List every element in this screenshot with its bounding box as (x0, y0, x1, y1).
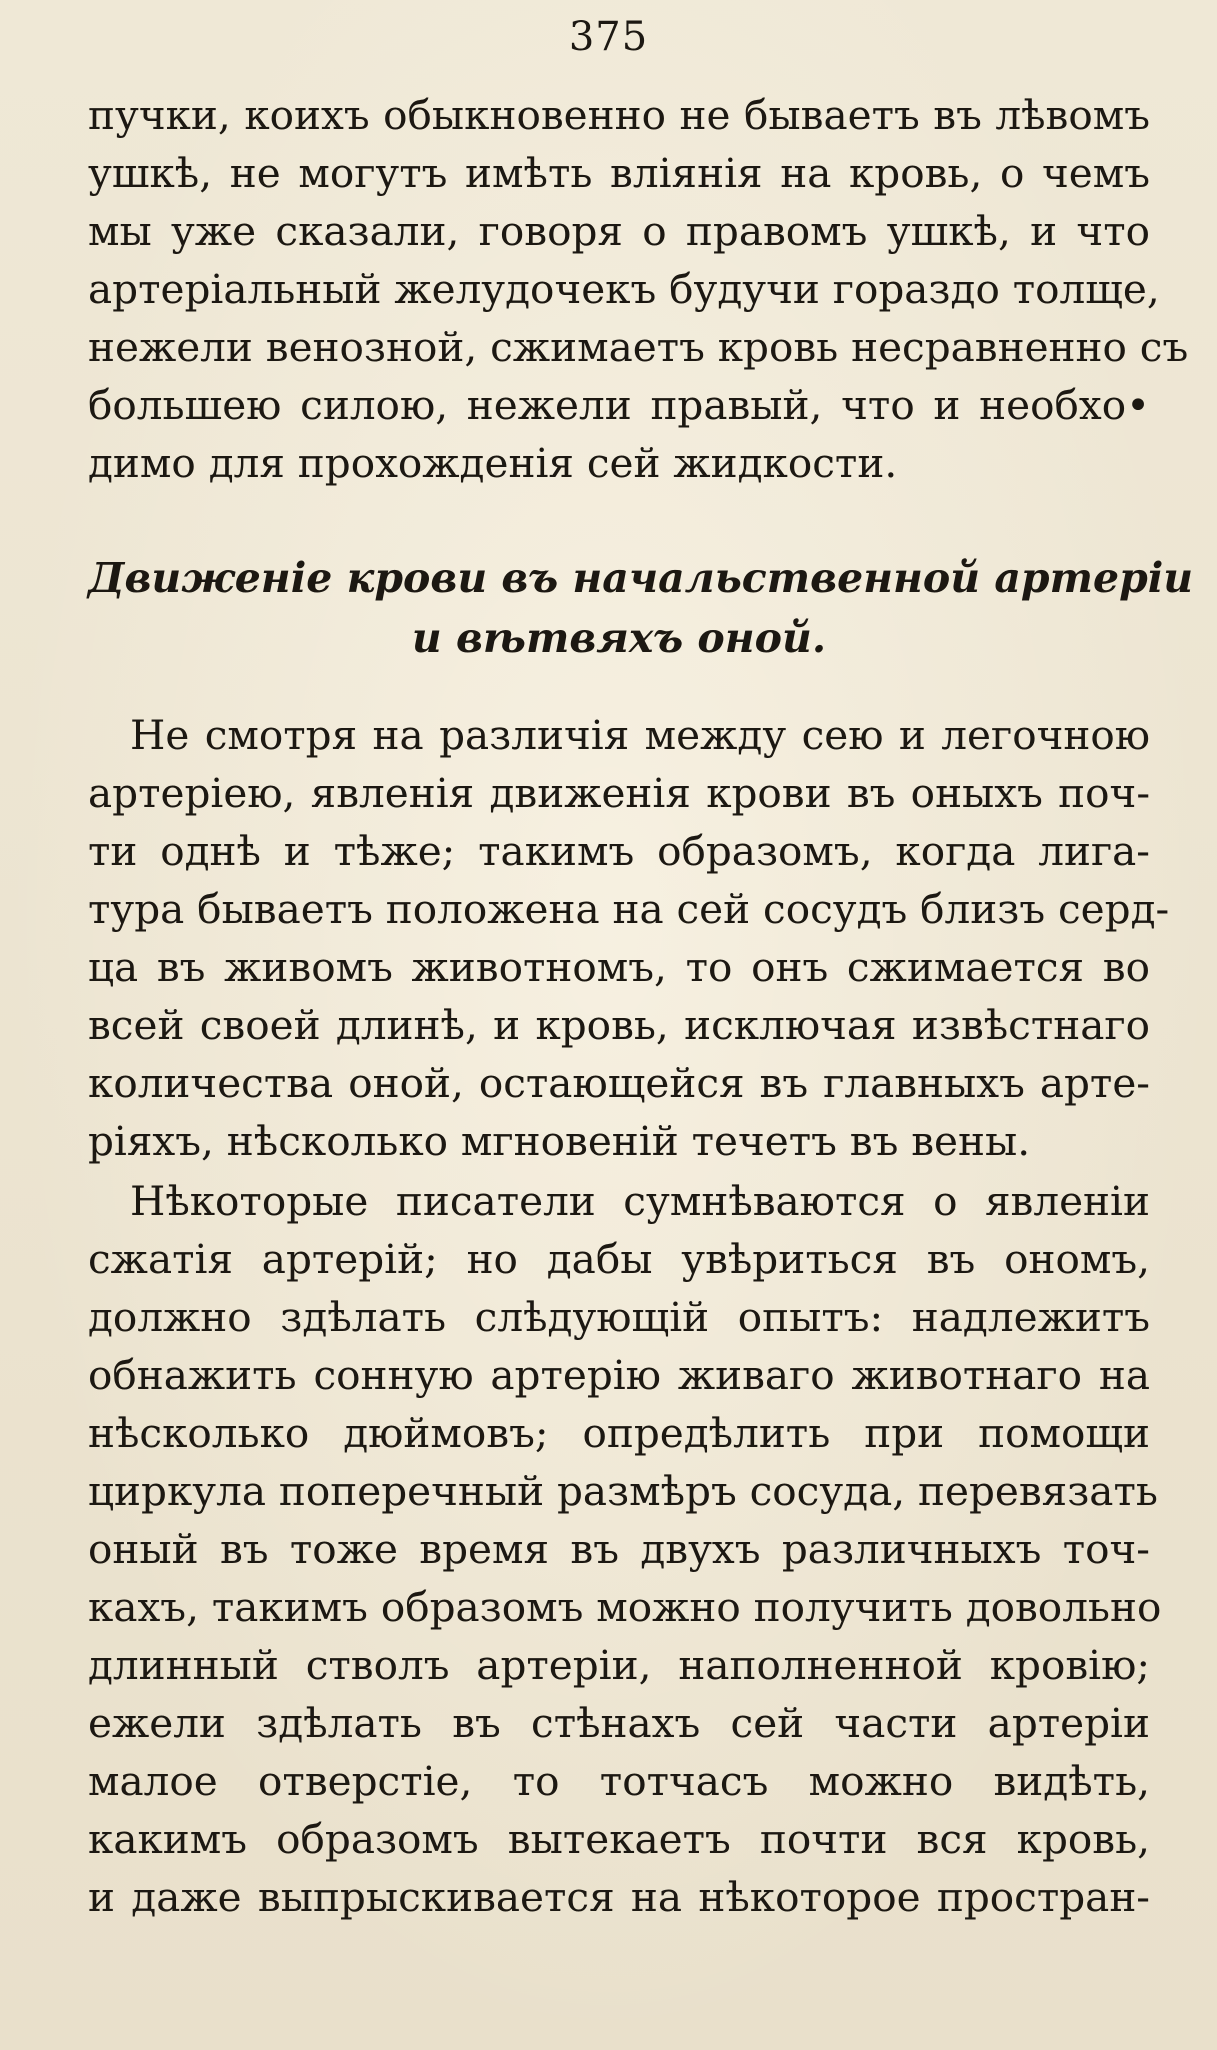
text-line: сжатія артерій; но дабы увѣриться въ ономъ, (88, 1235, 1150, 1283)
page-number: 375 (568, 14, 649, 60)
text-line: мы уже сказали, говоря о правомъ ушкѣ, и что (88, 207, 1150, 255)
section-heading (88, 548, 1194, 668)
text-line: оный въ тоже время въ двухъ различныхъ точ- (88, 1525, 1150, 1573)
text-line: ушкѣ, не могутъ имѣть вліянія на кровь, о чемъ (88, 149, 1150, 197)
text-line: Нѣкоторые писатели сумнѣваются о явленіи (130, 1177, 1150, 1225)
text-line: должно здѣлать слѣдующій опытъ: надлежитъ (88, 1293, 1150, 1341)
heading-line: и вѣтвяхъ оной. (411, 614, 827, 662)
text-line: пучки, коихъ обыкновенно не бываетъ въ лѣвомъ (88, 91, 1150, 139)
text-line: артеріальный желудочекъ будучи гораздо толще, (88, 265, 1160, 313)
paragraph-continuation (88, 86, 1189, 492)
text-line: димо для прохожденія сей жидкости. (88, 439, 898, 487)
text-line: кахъ, такимъ образомъ можно получить довольно (88, 1583, 1162, 1631)
paragraph (88, 706, 1170, 1170)
heading-line: Движеніе крови въ начальственной артеріи (88, 554, 1194, 602)
text-line: циркула поперечный размѣръ сосуда, перевязать (88, 1467, 1158, 1515)
text-line: артеріею, явленія движенія крови въ оныхъ поч- (88, 769, 1150, 817)
text-line: малое отверстіе, то тотчасъ можно видѣть, (88, 1757, 1150, 1805)
text-line: всей своей длинѣ, и кровь, исключая извѣстнаго (88, 1001, 1150, 1049)
text-line: длинный стволъ артеріи, наполненной кровію; (88, 1641, 1150, 1689)
text-line: количества оной, остающейся въ главныхъ арте- (88, 1059, 1150, 1107)
text-line: Не смотря на различія между сею и легочною (130, 711, 1150, 759)
text-line: какимъ образомъ вытекаетъ почти вся кровь, (88, 1815, 1150, 1863)
text-line: нежели венозной, сжимаетъ кровь несравненно съ (88, 323, 1189, 371)
text-line: ріяхъ, нѣсколько мгновеній течетъ въ вены. (88, 1117, 1031, 1165)
text-line: обнажить сонную артерію живаго животнаго на (88, 1351, 1150, 1399)
text-line: большею силою, нежели правый, что и необхо• (88, 381, 1150, 429)
text-line: тура бываетъ положена на сей сосудъ близъ серд- (88, 885, 1170, 933)
text-line: ти однѣ и тѣже; такимъ образомъ, когда лига- (88, 827, 1150, 875)
paragraph (88, 1172, 1162, 1926)
text-line: ежели здѣлать въ стѣнахъ сей части артеріи (88, 1699, 1150, 1747)
text-line: и даже выпрыскивается на нѣкоторое простран- (88, 1873, 1150, 1921)
text-line: ца въ живомъ животномъ, то онъ сжимается во (88, 943, 1150, 991)
text-line: нѣсколько дюймовъ; опредѣлить при помощи (88, 1409, 1150, 1457)
